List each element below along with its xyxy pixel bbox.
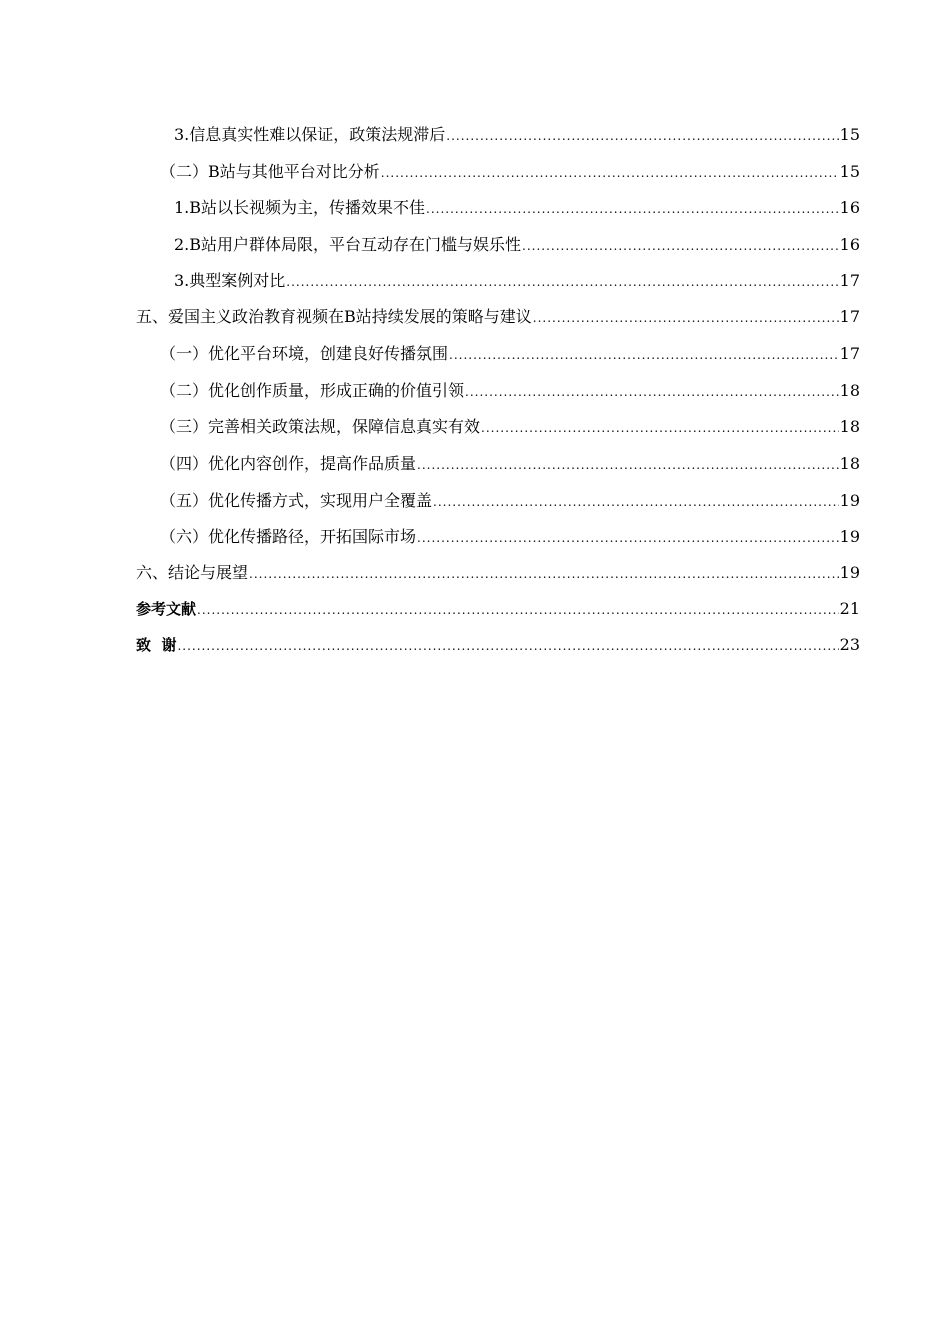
toc-entry-title: 2.B站用户群体局限，平台互动存在门槛与娱乐性 bbox=[174, 235, 522, 254]
toc-entry[interactable] bbox=[174, 124, 860, 147]
toc-leader-dots bbox=[426, 198, 839, 220]
toc-leader-dots bbox=[449, 344, 839, 366]
toc-entry-title: 五、爱国主义政治教育视频在B站持续发展的策略与建议 bbox=[136, 307, 532, 326]
toc-entry-title: 参考文献 bbox=[136, 600, 197, 618]
toc-entry-title: （三）完善相关政策法规，保障信息真实有效 bbox=[160, 417, 481, 436]
toc-entry-page: 19 bbox=[839, 491, 860, 510]
toc-entry[interactable] bbox=[174, 234, 860, 257]
toc-leader-dots bbox=[286, 271, 838, 293]
toc-leader-dots bbox=[249, 563, 839, 585]
toc-entry-page: 23 bbox=[839, 635, 860, 654]
toc-entry-page: 17 bbox=[839, 271, 860, 290]
toc-entry-page: 18 bbox=[839, 454, 860, 473]
toc-entry-page: 16 bbox=[839, 198, 860, 217]
toc-leader-dots bbox=[417, 454, 839, 476]
toc-leader-dots bbox=[417, 527, 839, 549]
toc-entry-title: 致 谢 bbox=[136, 636, 177, 654]
toc-entry-page: 19 bbox=[839, 527, 860, 546]
toc-entry-page: 17 bbox=[839, 344, 860, 363]
toc-entry[interactable] bbox=[160, 490, 860, 513]
toc-entry-title: （二）优化创作质量，形成正确的价值引领 bbox=[160, 381, 465, 400]
toc-entry[interactable] bbox=[174, 197, 860, 220]
toc-entry-page: 21 bbox=[839, 599, 860, 618]
toc-entry[interactable] bbox=[174, 270, 860, 293]
toc-entry[interactable] bbox=[160, 526, 860, 549]
toc-entry[interactable] bbox=[160, 416, 860, 439]
toc-entry-page: 18 bbox=[839, 381, 860, 400]
toc-entry-title: （一）优化平台环境，创建良好传播氛围 bbox=[160, 344, 449, 363]
toc-entry[interactable] bbox=[160, 343, 860, 366]
toc-entry-title: （五）优化传播方式，实现用户全覆盖 bbox=[160, 491, 433, 510]
toc-entry-title: （六）优化传播路径，开拓国际市场 bbox=[160, 527, 417, 546]
toc-entry-page: 15 bbox=[839, 162, 860, 181]
toc-entry-title: （二）B站与其他平台对比分析 bbox=[160, 162, 380, 181]
toc-leader-dots bbox=[465, 381, 839, 403]
toc-leader-dots bbox=[446, 125, 838, 147]
toc-leader-dots bbox=[481, 417, 839, 439]
toc-entry-page: 18 bbox=[839, 417, 860, 436]
toc-entry[interactable] bbox=[160, 380, 860, 403]
toc-leader-dots bbox=[522, 235, 839, 257]
toc-entry[interactable] bbox=[160, 453, 860, 476]
toc-entry-title: 3.信息真实性难以保证，政策法规滞后 bbox=[174, 125, 446, 144]
toc-entry[interactable] bbox=[160, 161, 860, 184]
toc-leader-dots bbox=[381, 162, 839, 184]
toc-entry-page: 17 bbox=[839, 307, 860, 326]
toc-entry-page: 15 bbox=[839, 125, 860, 144]
toc-entry[interactable] bbox=[136, 562, 860, 585]
toc-leader-dots bbox=[177, 635, 838, 657]
toc-leader-dots bbox=[197, 599, 839, 621]
toc-entry[interactable] bbox=[136, 598, 860, 621]
toc-entry[interactable] bbox=[136, 306, 860, 329]
toc-entry-title: 六、结论与展望 bbox=[136, 563, 249, 582]
toc-entry[interactable] bbox=[136, 634, 860, 657]
toc-entry-title: （四）优化内容创作，提高作品质量 bbox=[160, 454, 417, 473]
toc-entry-page: 16 bbox=[839, 235, 860, 254]
toc-entry-title: 3.典型案例对比 bbox=[174, 271, 286, 290]
toc-entry-page: 19 bbox=[839, 563, 860, 582]
toc-leader-dots bbox=[433, 491, 839, 513]
toc-entry-title: 1.B站以长视频为主，传播效果不佳 bbox=[174, 198, 426, 217]
toc-leader-dots bbox=[533, 307, 839, 329]
